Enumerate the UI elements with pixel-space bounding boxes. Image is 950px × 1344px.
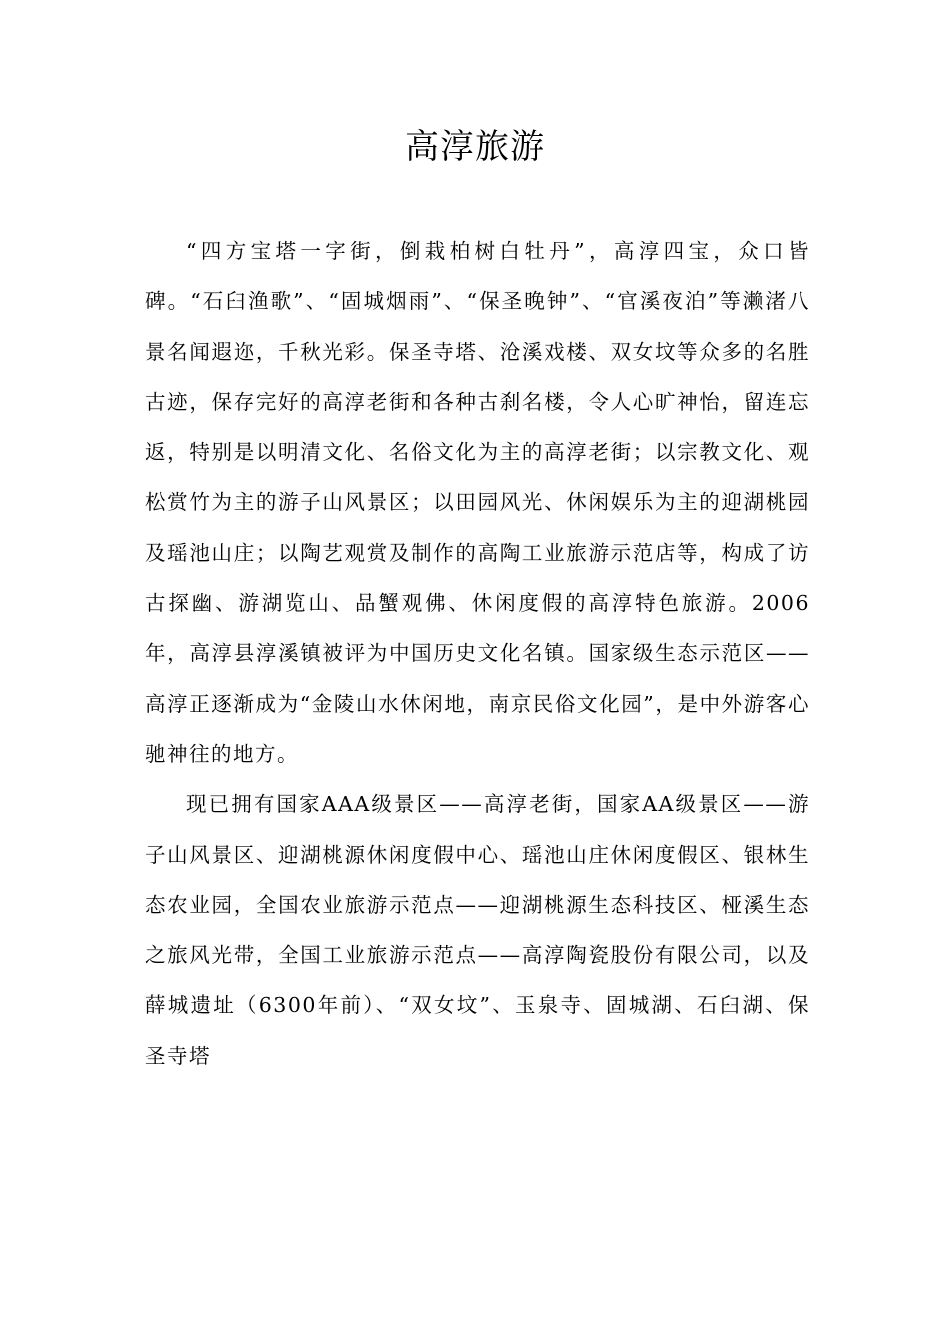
article-body	[145, 226, 810, 1081]
paragraph-intro: “四方宝塔一字街，倒栽柏树白牡丹”，高淳四宝，众口皆碑。“石臼渔歌”、“固城烟雨”、“保圣晚钟”、“官溪夜泊”等濑渚八景名闻遐迩，千秋光彩。保圣寺塔、沧溪戏楼、双女坟等众多的名胜古迹，保存完好的高淳老街和各种古刹名楼，令人心旷神怡，留连忘返，特别是以明清文化、名俗文化为主的高淳老街；以宗教文化、观松赏竹为主的游子山风景区；以田园风光、休闲娱乐为主的迎湖桃园及瑶池山庄；以陶艺观赏及制作的高陶工业旅游示范店等，构成了访古探幽、游湖览山、品蟹观佛、休闲度假的高淳特色旅游。2006年，高淳县淳溪镇被评为中国历史文化名镇。国家级生态示范区——高淳正逐渐成为“金陵山水休闲地，南京民俗文化园”，是中外游客心驰神往的地方。	[145, 239, 810, 766]
page-title: 高淳旅游	[405, 127, 545, 167]
paragraph-scenic-areas: 现已拥有国家AAA级景区——高淳老街，国家AA级景区——游子山风景区、迎湖桃源休闲度假中心、瑶池山庄休闲度假区、银林生态农业园，全国农业旅游示范点——迎湖桃源生态科技区、桠溪生态之旅风光带，全国工业旅游示范点——高淳陶瓷股份有限公司，以及薛城遗址（6300年前）、“双女坟”、玉泉寺、固城湖、石臼湖、保圣寺塔	[145, 792, 810, 1068]
